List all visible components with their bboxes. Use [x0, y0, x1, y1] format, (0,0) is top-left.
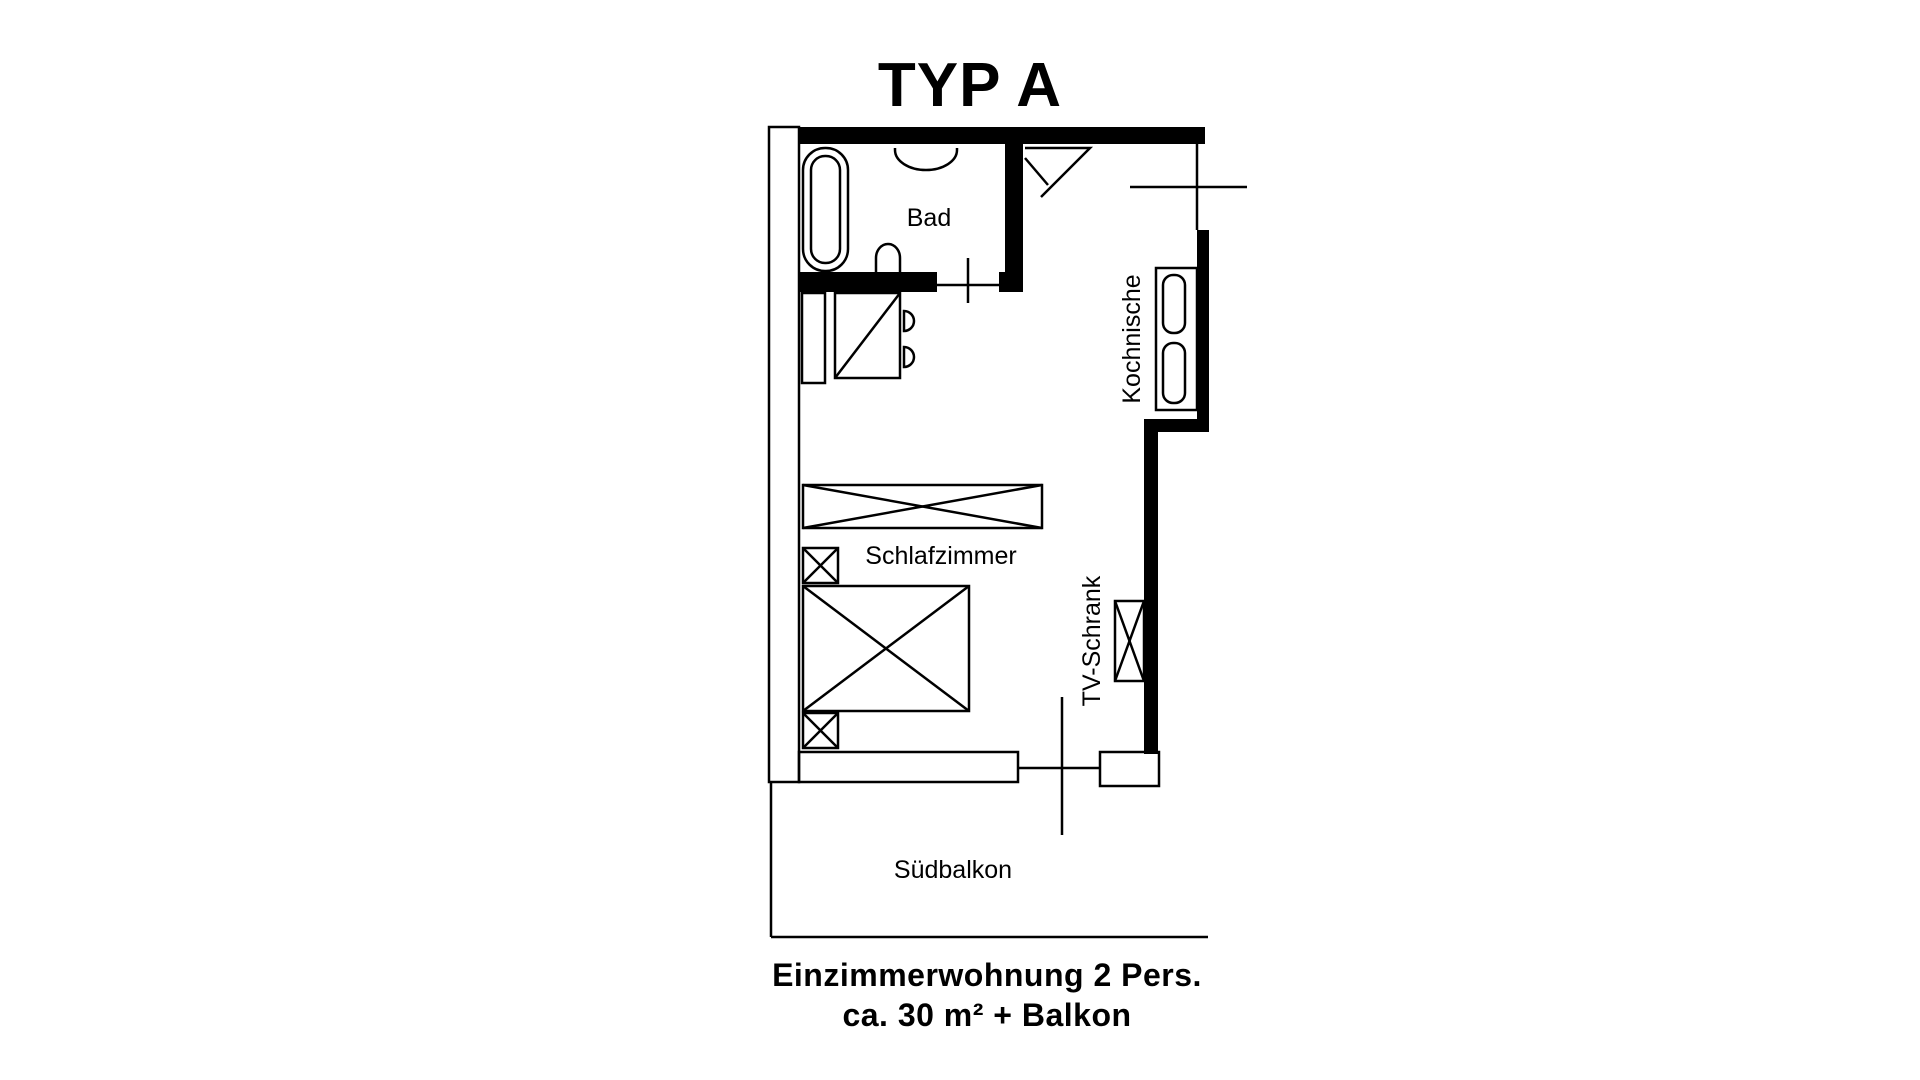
sink-1 — [1163, 275, 1185, 333]
kitchen-outer-wall — [1197, 230, 1209, 432]
bath-bottom-wall-stub — [999, 272, 1023, 292]
hook-2 — [904, 347, 914, 367]
shower-corner — [1025, 148, 1090, 197]
plan-title: TYP A — [877, 51, 1063, 120]
room-label-kitchenette: Kochnische — [1118, 274, 1146, 404]
hook-1 — [904, 311, 914, 331]
caption-line-1: Einzimmerwohnung 2 Pers. — [772, 957, 1202, 993]
room-label-tv-cabinet: TV-Schrank — [1078, 575, 1106, 707]
bath-bottom-wall — [799, 272, 937, 292]
wardrobe-diagonal — [835, 293, 900, 378]
top-wall — [799, 127, 1205, 144]
room-label-bedroom: Schlafzimmer — [865, 542, 1017, 570]
bottom-inner-wall — [799, 752, 1018, 782]
bath-right-wall — [1005, 144, 1023, 292]
washbasin — [895, 148, 957, 170]
left-exterior-wall — [769, 127, 799, 782]
toilet — [876, 244, 900, 272]
caption-line-2: ca. 30 m² + Balkon — [842, 997, 1132, 1033]
room-label-bath: Bad — [906, 204, 952, 232]
bathtub-inner — [811, 156, 840, 263]
narrow-cabinet — [802, 293, 825, 383]
column-box — [1100, 752, 1159, 786]
shower-diagonal — [1025, 158, 1048, 185]
sink-2 — [1163, 343, 1185, 403]
room-label-balcony: Südbalkon — [893, 856, 1013, 884]
right-wall — [1144, 419, 1158, 754]
